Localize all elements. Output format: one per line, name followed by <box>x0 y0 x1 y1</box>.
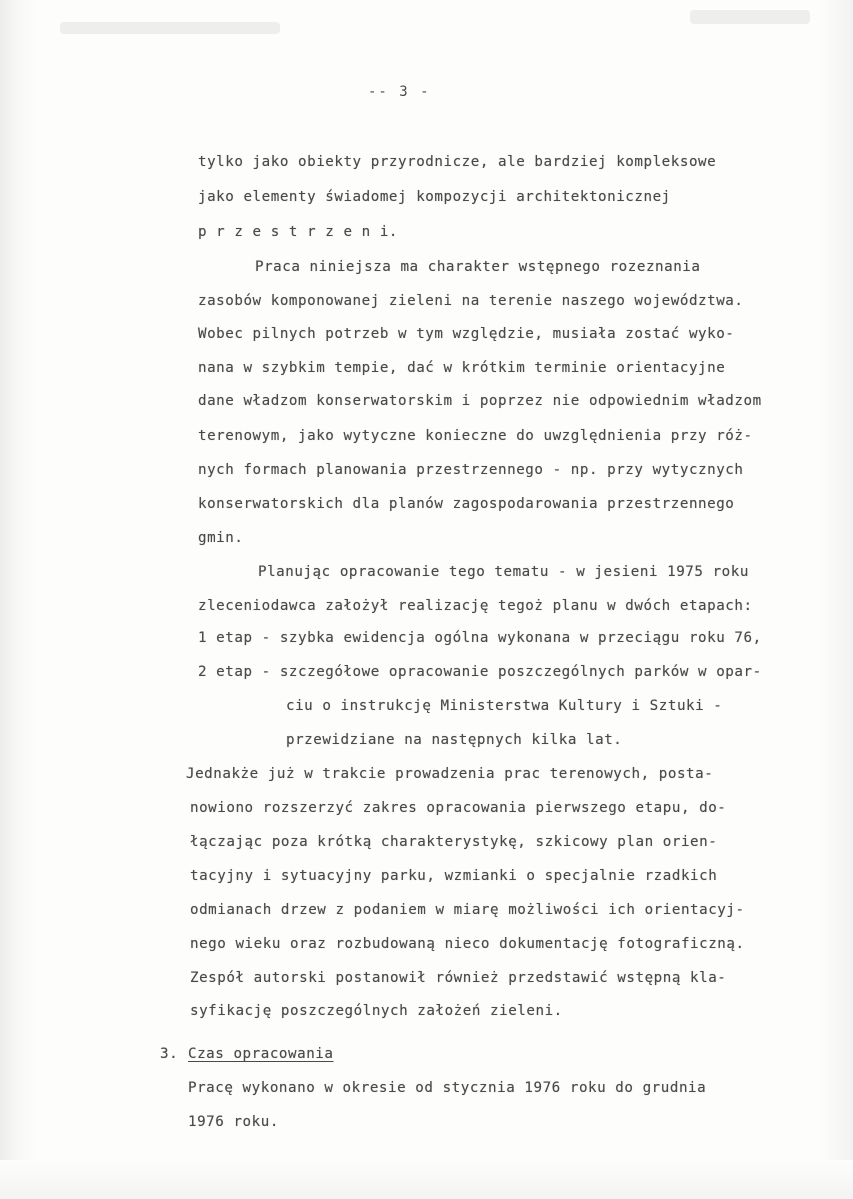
text-line: dane władzom konserwatorskim i poprzez nie odpowiednim władzom <box>198 393 762 409</box>
page-number: -- 3 - <box>368 84 431 100</box>
section-number: 3. <box>160 1046 179 1062</box>
text-line: tacyjny i sytuacyjny parku, wzmianki o specjalnie rzadkich <box>190 868 718 884</box>
text-line: łączając poza krótką charakterystykę, szkicowy plan orien- <box>190 834 718 850</box>
text-line: ciu o instrukcję Ministerstwa Kultury i Sztuki - <box>286 698 723 714</box>
section-heading: Czas opracowania <box>188 1046 334 1062</box>
text-line: Jednakże już w trakcie prowadzenia prac terenowych, posta- <box>186 766 714 782</box>
page-bottom-edge <box>0 1160 853 1199</box>
text-line: zleceniodawca założył realizację tegoż planu w dwóch etapach: <box>198 598 753 614</box>
text-line: nych formach planowania przestrzennego - np. przy wytycznych <box>198 462 744 478</box>
text-line: 2 etap - szczegółowe opracowanie poszczególnych parków w opar- <box>198 664 762 680</box>
text-line: odmianach drzew z podaniem w miarę możliwości ich orientacyj- <box>190 902 745 918</box>
text-line: Zespół autorski postanowił również przedstawić wstępną kla- <box>190 970 727 986</box>
scan-smudge <box>60 22 280 34</box>
text-line: tylko jako obiekty przyrodnicze, ale bardziej kompleksowe <box>198 154 717 170</box>
text-line: jako elementy świadomej kompozycji architektonicznej <box>198 189 671 205</box>
text-line: p r z e s t r z e n i. <box>198 224 399 240</box>
text-line: przewidziane na następnych kilka lat. <box>286 732 623 748</box>
text-line: syfikację poszczególnych założeń zieleni. <box>190 1003 563 1019</box>
text-line: terenowym, jako wytyczne konieczne do uwzględnienia przy róż- <box>198 428 753 444</box>
text-line: nana w szybkim tempie, dać w krótkim terminie orientacyjne <box>198 360 726 376</box>
text-line: Wobec pilnych potrzeb w tym względzie, musiała zostać wyko- <box>198 326 735 342</box>
text-line: nego wieku oraz rozbudowaną nieco dokumentację fotograficzną. <box>190 936 745 952</box>
text-line: Planując opracowanie tego tematu - w jesieni 1975 roku <box>258 564 749 580</box>
text-line: gmin. <box>198 530 244 546</box>
text-line: Pracę wykonano w okresie od stycznia 1976 roku do grudnia <box>188 1080 707 1096</box>
scan-smudge <box>690 10 810 24</box>
text-line: zasobów komponowanej zieleni na terenie naszego województwa. <box>198 293 744 309</box>
text-line: nowiono rozszerzyć zakres opracowania pierwszego etapu, do- <box>190 800 727 816</box>
text-line: 1976 roku. <box>188 1114 279 1130</box>
text-line: Praca niniejsza ma charakter wstępnego rozeznania <box>255 259 701 275</box>
text-line: 1 etap - szybka ewidencja ogólna wykonana w przeciągu roku 76, <box>198 630 762 646</box>
text-line: konserwatorskich dla planów zagospodarowania przestrzennego <box>198 496 735 512</box>
